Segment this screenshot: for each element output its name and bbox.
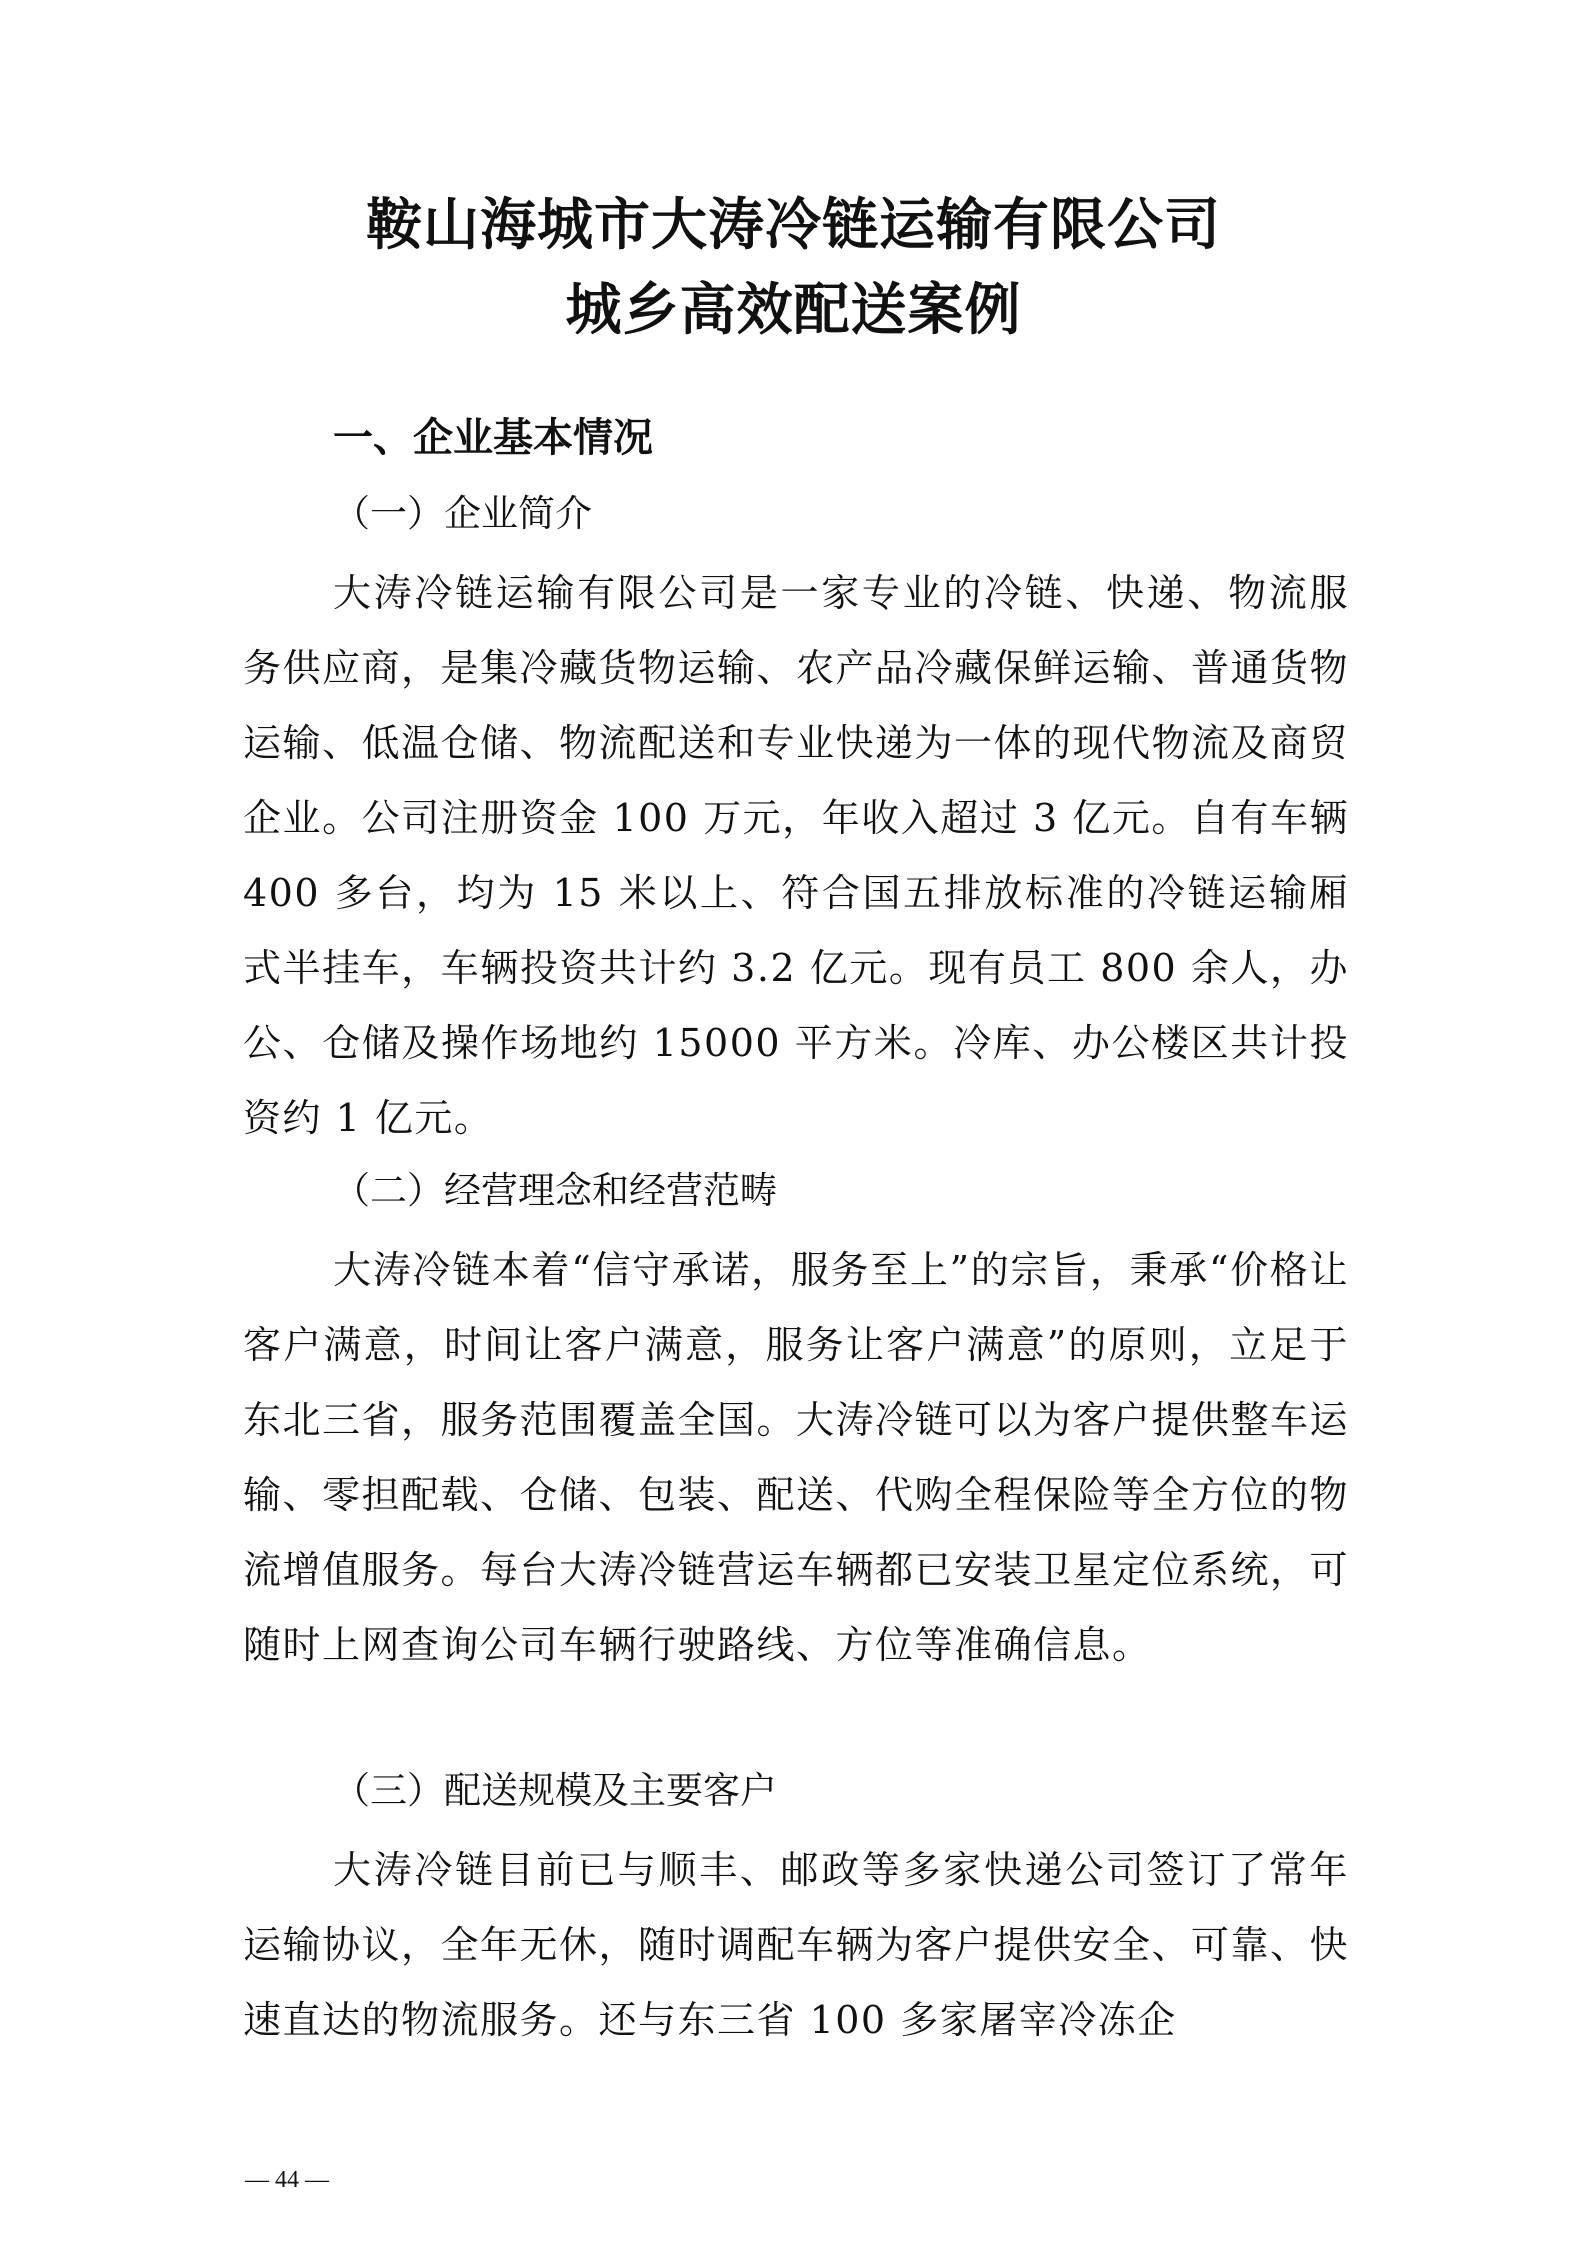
subsection-heading-delivery-scale: （三）配送规模及主要客户 [333,1769,777,1812]
paragraph-business-scope: 大涛冷链本着“信守承诺，服务至上”的宗旨，秉承“价格让客户满意，时间让客户满意，服务让客户满意”的原则，立足于东北三省，服务范围覆盖全国。大涛冷链可以为客户提供整车运输、零担配载、仓储、包装、配送、代购全程保险等全方位的物流增值服务。每台大涛冷链营运车辆都已安装卫星定位系统，可随时上网查询公司车辆行驶路线、方位等准确信息。 [243,1248,1350,1667]
section-heading-basic-info: 一、企业基本情况 [333,415,653,461]
paragraph-company-profile: 大涛冷链运输有限公司是一家专业的冷链、快递、物流服务供应商，是集冷藏货物运输、农产品冷藏保鲜运输、普通货物运输、低温仓储、物流配送和专业快递为一体的现代物流及商贸企业。公司注册资金 100 万元，年收入超过 3 亿元。自有车辆 400 多台，均为 15 米以上、符合国五排放标准的冷链运输厢式半挂车，车辆投资共计约 3.2 亿元。现有员工 800 余人，办公、仓储及操作场地约 15000 平方米。冷库、办公楼区共计投资约 1 亿元。 [243,571,1350,1140]
document-title-line1: 鞍山海城市大涛冷链运输有限公司 [366,192,1221,258]
document-title-line2: 城乡高效配送案例 [565,277,1022,343]
page-number: — 44 — [245,2167,329,2193]
paragraph-delivery-scale: 大涛冷链目前已与顺丰、邮政等多家快递公司签订了常年运输协议，全年无休，随时调配车辆为客户提供安全、可靠、快速直达的物流服务。还与东三省 100 多家屠宰冷冻企 [243,1848,1350,2042]
subsection-heading-company-profile: （一）企业简介 [333,492,592,535]
subsection-heading-business-scope: （二）经营理念和经营范畴 [333,1169,777,1212]
